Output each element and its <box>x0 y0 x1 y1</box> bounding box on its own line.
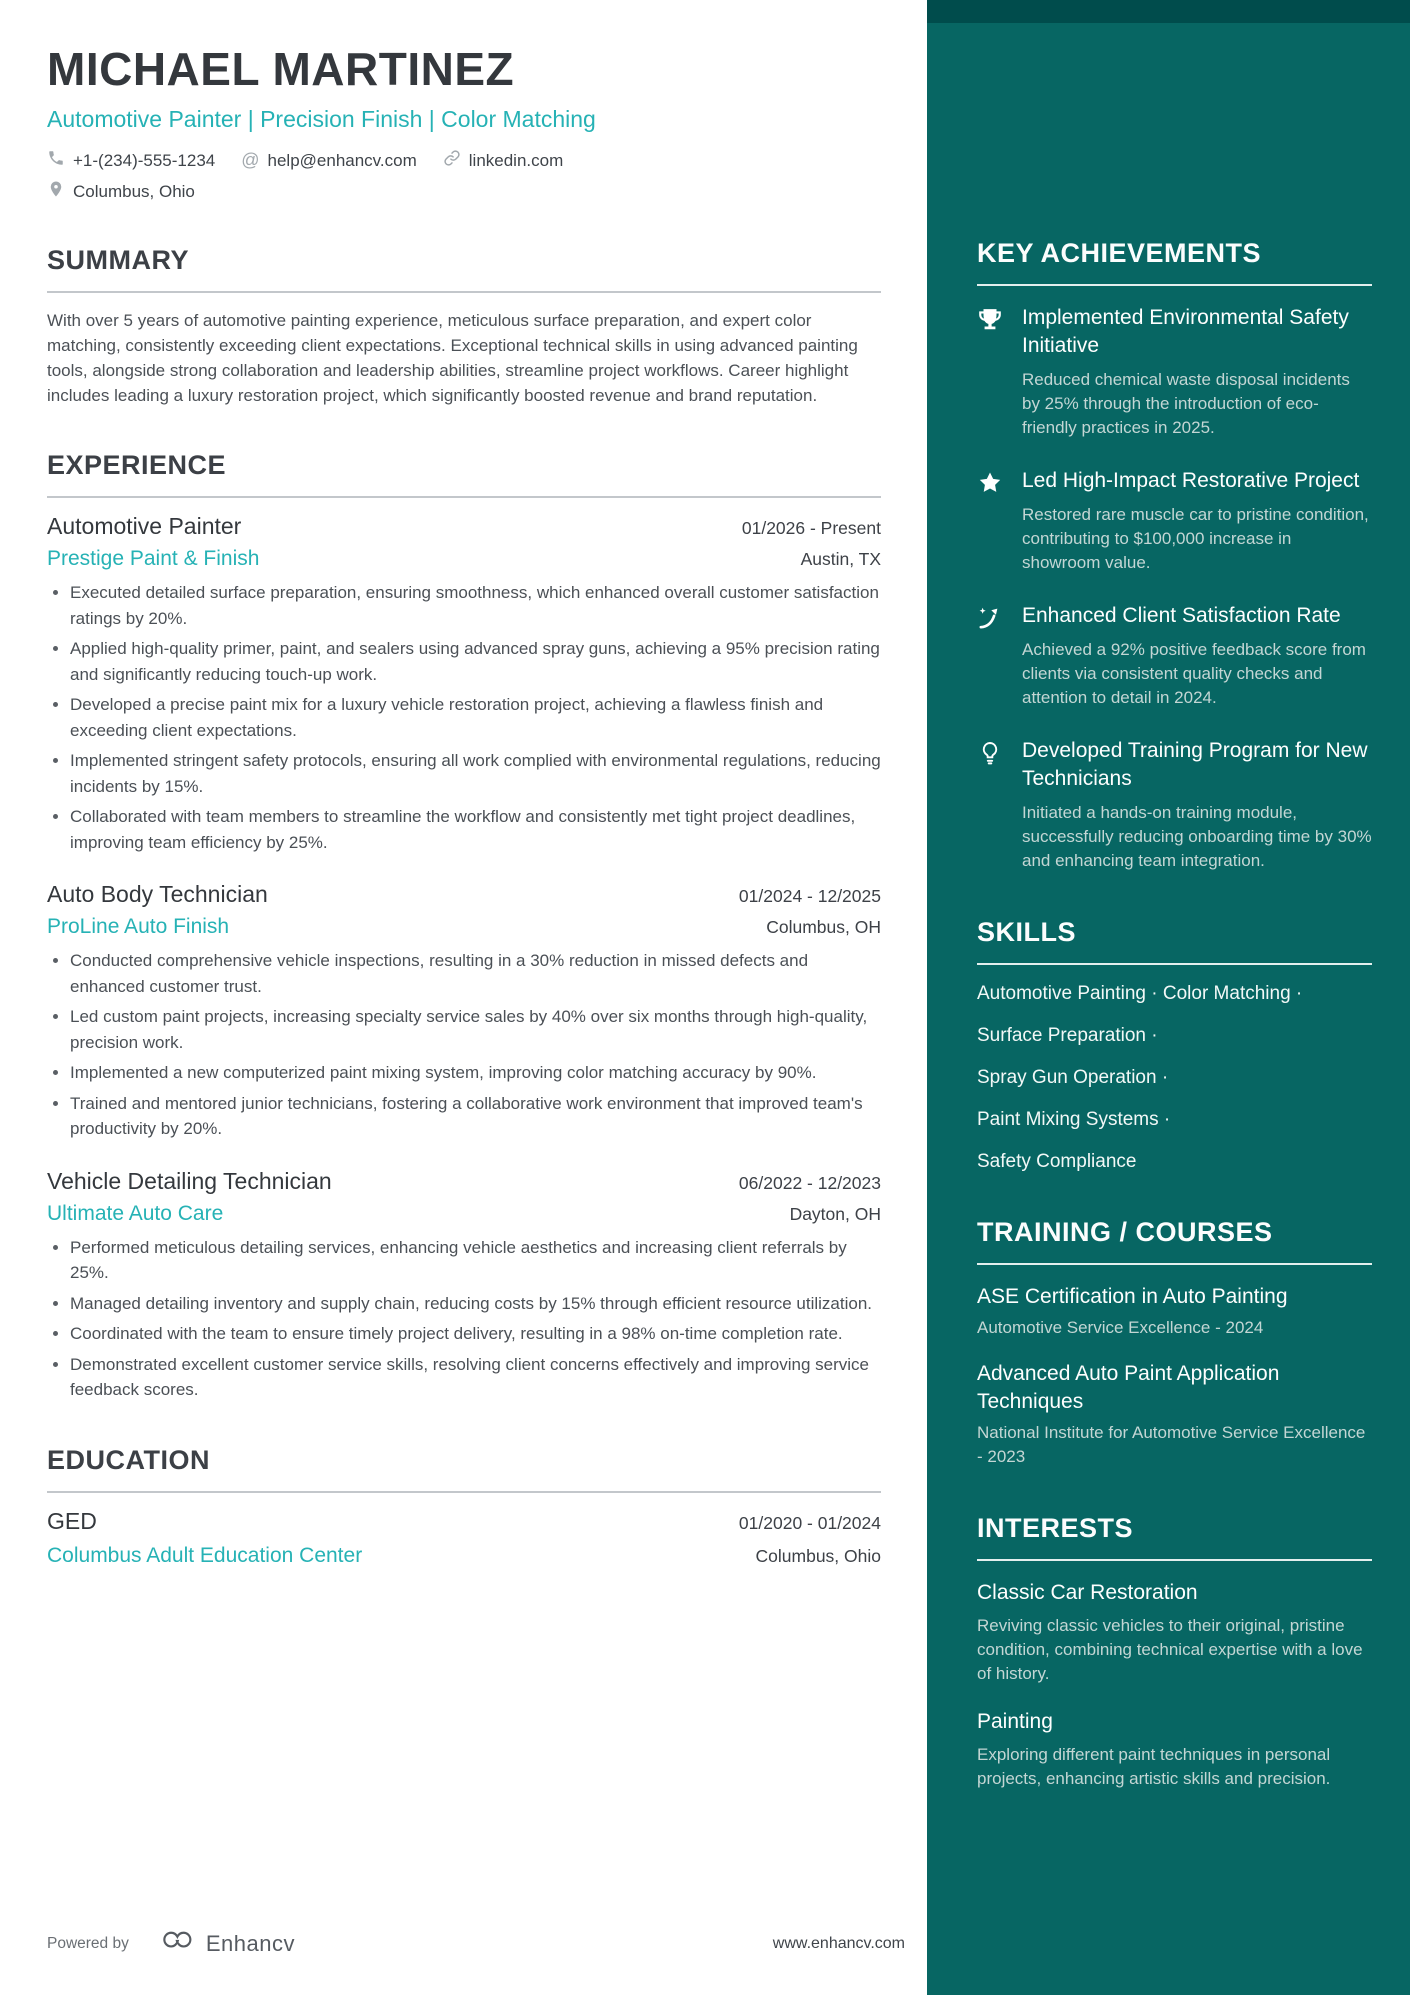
achievement-item <box>977 602 1372 710</box>
experience-heading: EXPERIENCE <box>47 450 881 498</box>
training-heading: TRAINING / COURSES <box>977 1217 1372 1265</box>
job-bullet: • Trained and mentored junior technicians, fostering a collaborative work environment that improved team's productivity by 20%. <box>70 1091 881 1142</box>
education-dates: 01/2020 - 01/2024 <box>738 1512 881 1533</box>
sidebar-content <box>927 0 1410 1791</box>
job-entry <box>47 1168 881 1403</box>
interest-text: Exploring different paint techniques in personal projects, enhancing artistic skills and precision. <box>977 1745 1331 1788</box>
job-bullet: • Conducted comprehensive vehicle inspections, resulting in a 30% reduction in missed defects and enhanced customer trust. <box>70 948 881 999</box>
key-achievements-section <box>977 238 1372 873</box>
lightbulb-icon <box>977 737 1007 873</box>
skill-line: Paint Mixing Systems · <box>977 1109 1171 1130</box>
trending-up-icon <box>977 602 1007 710</box>
job-bullet: • Collaborated with team members to streamline the workflow and consistently met tight project deadlines, improving team efficiency by 25%. <box>70 804 881 855</box>
skills-heading: SKILLS <box>977 917 1372 965</box>
contact-phone: +1-(234)-555-1234 <box>73 150 216 170</box>
link-icon <box>443 149 461 172</box>
footer <box>47 1928 905 1959</box>
skill-line: Safety Compliance <box>977 1151 1137 1172</box>
interest-text: Reviving classic vehicles to their original, pristine condition, combining technical expertise with a love of history. <box>977 1616 1363 1683</box>
job-bullet: • Led custom paint projects, increasing specialty service sales by 40% over six months through high-quality, precision work. <box>70 1004 881 1055</box>
course-provider: National Institute for Automotive Service Excellence - 2023 <box>977 1423 1366 1466</box>
skill-line: Automotive Painting · Color Matching · <box>977 983 1303 1004</box>
job-company: Prestige Paint & Finish <box>47 547 260 570</box>
skills-section <box>977 917 1372 1173</box>
brand-wordmark: Enhancv <box>205 1930 295 1956</box>
sidebar <box>927 0 1410 1995</box>
achievement-text: Initiated a hands-on training module, successfully reducing onboarding time by 30% and enhancing team integration. <box>1022 803 1372 870</box>
course-item <box>977 1360 1372 1469</box>
main-column <box>47 42 881 1568</box>
summary-heading: SUMMARY <box>47 245 881 293</box>
job-bullets <box>47 1235 881 1403</box>
achievement-title: Led High-Impact Restorative Project <box>1022 469 1360 492</box>
at-icon: @ <box>241 150 260 170</box>
experience-section <box>47 450 881 1403</box>
achievement-item <box>977 467 1372 575</box>
contact-location: Columbus, Ohio <box>73 181 195 201</box>
powered-by-label: Powered by <box>47 1934 129 1952</box>
skill-line: Surface Preparation · <box>977 1025 1158 1046</box>
trophy-icon <box>977 304 1007 440</box>
education-school: Columbus Adult Education Center <box>47 1543 363 1567</box>
job-entry <box>47 513 881 855</box>
contact-info <box>47 149 881 203</box>
job-bullet: • Applied high-quality primer, paint, and sealers using advanced spray guns, achieving a 95% precision rating and significantly reducing touch-up work. <box>70 636 881 687</box>
job-title: Automotive Painter <box>47 513 242 539</box>
job-bullet: • Managed detailing inventory and supply chain, reducing costs by 15% through efficient resource utilization. <box>70 1291 881 1317</box>
job-location: Dayton, OH <box>789 1203 881 1224</box>
job-dates: 06/2022 - 12/2023 <box>738 1172 881 1193</box>
achievement-item <box>977 737 1372 873</box>
interest-item <box>977 1708 1372 1791</box>
job-company: Ultimate Auto Care <box>47 1201 224 1225</box>
job-bullets <box>47 948 881 1142</box>
interest-title: Painting <box>977 1710 1053 1733</box>
job-bullets <box>47 580 881 855</box>
job-title: Auto Body Technician <box>47 881 268 907</box>
candidate-title: Automotive Painter | Precision Finish | Color Matching <box>47 106 596 132</box>
job-title: Vehicle Detailing Technician <box>47 1167 332 1194</box>
sidebar-top-bar <box>927 0 1410 23</box>
job-company: ProLine Auto Finish <box>47 915 230 938</box>
location-icon <box>47 180 65 203</box>
summary-text: With over 5 years of automotive painting experience, meticulous surface preparation, and expert color matching, consistently exceeding client expectations. Exceptional technical skills in using advanced painting tools, alongside strong collaboration and leadership abilities, streamline project workflows. Career highlight includes leading a luxury restoration project, which significantly boosted revenue and brand reputation. <box>47 311 858 405</box>
training-section <box>977 1217 1372 1469</box>
job-bullet: • Performed meticulous detailing services, enhancing vehicle aesthetics and increasing client referrals by 25%. <box>70 1235 881 1286</box>
achievement-title: Implemented Environmental Safety Initiative <box>1022 306 1349 357</box>
job-dates: 01/2024 - 12/2025 <box>738 886 881 906</box>
job-bullet: • Coordinated with the team to ensure timely project delivery, resulting in a 98% on-time completion rate. <box>70 1321 881 1347</box>
job-entry <box>47 881 881 1142</box>
interests-heading: INTERESTS <box>977 1513 1372 1561</box>
footer-website[interactable]: www.enhancv.com <box>772 1934 905 1952</box>
contact-link[interactable]: linkedin.com <box>468 150 564 170</box>
summary-section <box>47 245 881 408</box>
education-location: Columbus, Ohio <box>755 1545 881 1566</box>
achievement-title: Enhanced Client Satisfaction Rate <box>1022 604 1341 627</box>
interest-title: Classic Car Restoration <box>977 1581 1198 1604</box>
key-achievements-heading: KEY ACHIEVEMENTS <box>977 238 1372 286</box>
education-degree: GED <box>47 1507 97 1534</box>
course-title: Advanced Auto Paint Application Techniques <box>977 1362 1280 1413</box>
achievement-text: Reduced chemical waste disposal incidents by 25% through the introduction of eco-friendly practices in 2025. <box>1022 370 1350 437</box>
job-bullet: • Executed detailed surface preparation, ensuring smoothness, which enhanced overall customer satisfaction ratings by 20%. <box>70 580 881 631</box>
job-bullet: • Developed a precise paint mix for a luxury vehicle restoration project, achieving a flawless finish and exceeding client expectations. <box>70 692 881 743</box>
job-location: Austin, TX <box>800 549 881 569</box>
education-section <box>47 1445 881 1568</box>
achievement-item <box>977 304 1372 440</box>
achievement-text: Achieved a 92% positive feedback score from clients via consistent quality checks and attention to detail in 2024. <box>1022 640 1366 707</box>
candidate-name: MICHAEL MARTINEZ <box>47 43 515 95</box>
job-bullet: • Implemented stringent safety protocols, ensuring all work complied with environmental regulations, reducing incidents by 15%. <box>70 748 881 799</box>
course-item <box>977 1283 1372 1340</box>
phone-icon <box>47 149 65 172</box>
course-provider: Automotive Service Excellence - 2024 <box>977 1318 1264 1337</box>
enhancv-logo-icon <box>159 1928 197 1959</box>
job-dates: 01/2026 - Present <box>741 518 881 538</box>
interest-item <box>977 1579 1372 1686</box>
achievement-title: Developed Training Program for New Technicians <box>1022 739 1368 790</box>
course-title: ASE Certification in Auto Painting <box>977 1285 1288 1308</box>
job-bullet: • Implemented a new computerized paint mixing system, improving color matching accuracy by 90%. <box>70 1060 881 1086</box>
education-heading: EDUCATION <box>47 1445 881 1493</box>
interests-section <box>977 1513 1372 1791</box>
contact-email[interactable]: help@enhancv.com <box>267 150 417 170</box>
skill-line: Spray Gun Operation · <box>977 1067 1169 1088</box>
job-bullet: • Demonstrated excellent customer service skills, resolving client concerns effectively and improving service feedback scores. <box>70 1352 881 1403</box>
star-icon <box>977 467 1007 575</box>
achievement-text: Restored rare muscle car to pristine condition, contributing to $100,000 increase in showroom value. <box>1022 505 1369 572</box>
job-location: Columbus, OH <box>766 917 881 937</box>
